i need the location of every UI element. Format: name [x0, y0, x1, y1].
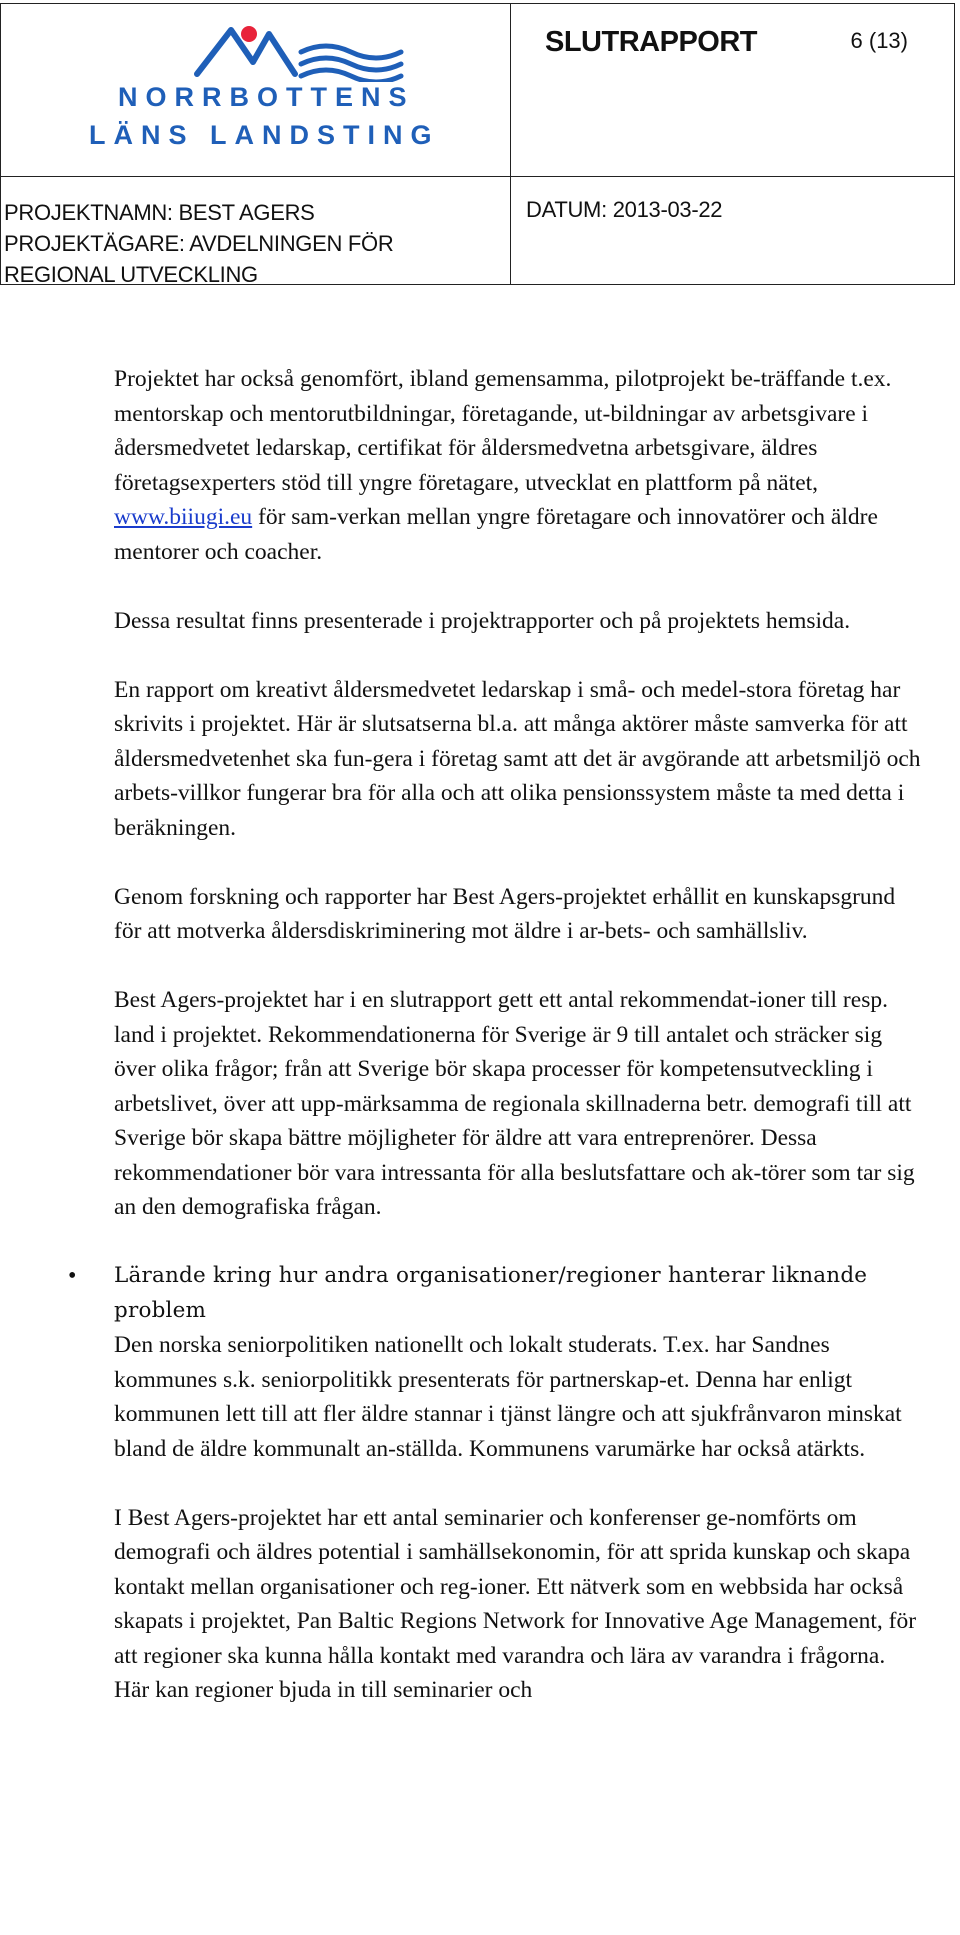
- project-name: PROJEKTNAMN: BEST AGERS: [4, 200, 315, 225]
- document-title: SLUTRAPPORT: [545, 26, 757, 58]
- biiugi-link[interactable]: www.biiugi.eu: [114, 504, 253, 530]
- title-cell: [511, 4, 954, 177]
- paragraph-norway: Den norska seniorpolitiken nationellt och lokalt studerats. T.ex. har Sandnes kommunes s.k. seniorpolitikk presenterats för partnerskap-et. Denna har enligt kommunen lett till att fler äldre stannar i tjänst längre och att sjukfrånvaron minskat bland de äldre kommunalt an-ställda. Kommunens varumärke har också atärkts.: [114, 1332, 902, 1462]
- page-number: 6 (13): [850, 28, 908, 53]
- document-header: [0, 3, 955, 285]
- bullet-heading: Lärande kring hur andra organisationer/regioner hanterar liknande problem: [114, 1263, 868, 1323]
- paragraph-results-text: Projektet har också genomfört, ibland gemensamma, pilotprojekt be-träffande t.ex. mentorskap och mentorutbildningar, företagande, ut-bildningar av arbetsgivare i ådersmedvetet ledarskap, certifikat för åldersmedvetna arbetsgivare, äldres företagsexperters stöd till yngre företagare, utvecklat en plattform på nätet,: [114, 366, 892, 496]
- bullet-icon: •: [68, 1263, 77, 1289]
- landsting-logo-icon: [191, 22, 431, 82]
- project-cell: [1, 177, 511, 287]
- paragraph-recommendations: Best Agers-projektet har i en slutrapport gett ett antal rekommendat-ioner till resp. land i projektet. Rekommendationerna för Sverige är 9 till antalet och sträcker sig över olika frågor; från att Sverige bör skapa processer för kompetensutveckling i arbetslivet, över att upp-märksamma de regionala skillnaderna betr. demografi till att Sverige bör skapa bättre möjligheter för äldre att vara entreprenörer. Dessa rekommendationer bör vara intressanta för alla beslutsfattare och ak-törer som tar sig an den demografiska frågan.: [114, 987, 915, 1220]
- org-name-line1: NORRBOTTENS: [118, 82, 415, 112]
- org-name-line2: LÄNS LANDSTING: [89, 120, 440, 150]
- paragraph-results: [114, 362, 926, 569]
- bullet-learning: [68, 1259, 926, 1466]
- paragraph-seminars: I Best Agers-projektet har ett antal seminarier och konferenser ge-nomförts om demografi och äldres potential i samhällsekonomin, för att sprida kunskap och skapa kontakt mellan organisationer och reg-ioner. Ett nätverk som en webbsida har också skapats i projektet, Pan Baltic Regions Network for Innovative Age Management, för att regioner ska kunna hålla kontakt med varandra och lära av varandra i frågorna. Här kan regioner bjuda in till seminarier och: [114, 1504, 917, 1703]
- paragraph-research: Genom forskning och rapporter har Best Agers-projektet erhållit en kunskapsgrund för att motverka åldersdiskriminering mot äldre i ar-bets- och samhällsliv.: [114, 883, 896, 944]
- document-body: [68, 362, 926, 1742]
- paragraph-presented: Dessa resultat finns presenterade i projektrapporter och på projektets hemsida.: [114, 607, 851, 634]
- logo-cell: [1, 4, 511, 177]
- document-date: DATUM: 2013-03-22: [526, 197, 723, 222]
- project-owner-line1: PROJEKTÄGARE: AVDELNINGEN FÖR: [4, 231, 394, 256]
- paragraph-results-text-end: för sam-verkan mellan yngre företagare och innovatörer och äldre mentorer och coacher.: [114, 504, 878, 565]
- project-info: [4, 197, 393, 290]
- date-cell: [511, 177, 954, 284]
- project-owner-line2: REGIONAL UTVECKLING: [4, 262, 258, 287]
- paragraph-report: En rapport om kreativt åldersmedvetet ledarskap i små- och medel-stora företag har skrivits i projektet. Här är slutsatserna bl.a. att många aktörer måste samverka för att åldersmedvetenhet ska fun-gera i företag samt att det är avgörande att arbetsmiljö och arbets-villkor fungerar bra för alla och att olika pensionssystem måste ta med detta i beräkningen.: [114, 676, 921, 841]
